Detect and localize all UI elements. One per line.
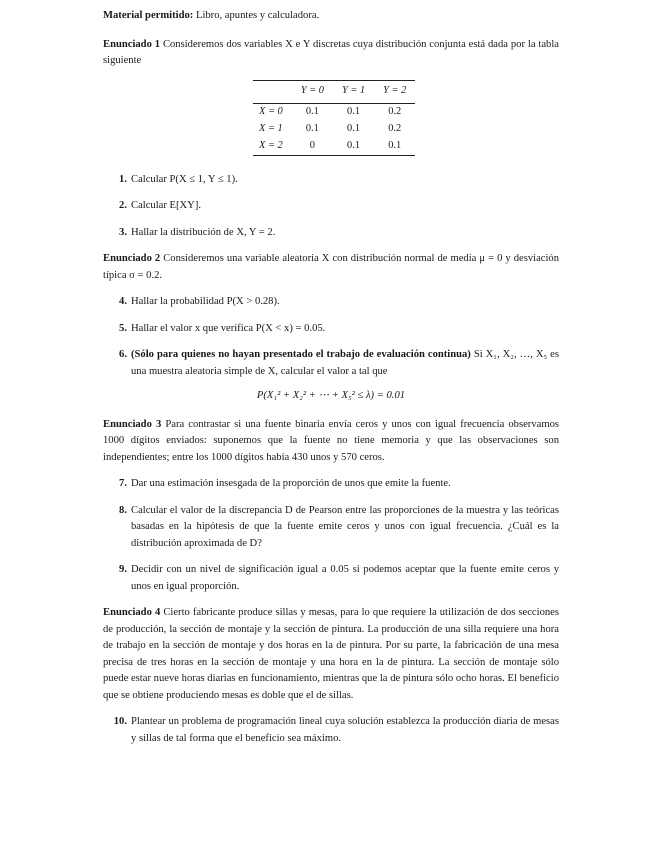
question-number: 5. (119, 322, 127, 334)
question-item (117, 476, 559, 493)
table-row (253, 121, 415, 138)
question-item (117, 562, 559, 595)
question-text: Dar una estimación insesgada de la proporción de unos que emite la fuente. (131, 478, 451, 489)
enunciado-4-title: Enunciado 4 (103, 607, 161, 618)
table-cell: 0.2 (388, 105, 402, 117)
enunciado-3-title: Enunciado 3 (103, 418, 162, 430)
enunciado-2 (103, 251, 559, 284)
question-text: Calcular E[XY]. (131, 200, 202, 211)
enunciado-4-questions (113, 714, 559, 747)
enunciado-3-questions (117, 476, 559, 595)
question-text: Decidir con un nivel de significación igual a 0.05 si podemos aceptar que la fuente emite ceros y unos en igual proporción. (131, 564, 559, 592)
allowed-material-label: Material permitido: (103, 10, 194, 21)
question-item (117, 198, 559, 215)
enunciado-2-questions (117, 294, 559, 380)
allowed-material (103, 8, 559, 25)
enunciado-4-text: Cierto fabricante produce sillas y mesas, para lo que requiere la utilización de dos secciones de producción, la sección de montaje y la sección de pintura. La producción de una silla requiere una hora de trabajo en la sección de montaje y dos horas en la de pintura. Por su parte, la fabricación de una mesa precisa de tres horas en la sección de montaje y una hora en la de pintura. La sección de montaje sólo puede estar nueve horas diarias en funcionamiento, mientras que la de pintura sólo ocho horas. El beneficio que se obtiene produciendo mesas es doble que el de sillas. (103, 607, 559, 701)
question-number: 4. (119, 296, 127, 307)
enunciado-3 (103, 417, 559, 467)
question-number: 6. (119, 349, 127, 360)
question-text: Hallar la distribución de X, Y = 2. (131, 226, 276, 238)
allowed-material-text: Libro, apuntes y calculadora. (195, 10, 320, 21)
question-item (117, 225, 559, 242)
enunciado-2-title: Enunciado 2 (103, 253, 161, 264)
question-text: Plantear un problema de programación lineal cuya solución establezca la producción diaria de mesas y sillas de tal forma que el beneficio sea máximo. (131, 716, 559, 744)
table-cell: 0 (292, 138, 333, 156)
enunciado-1-text: Consideremos dos variables X e Y discretas cuya distribución conjunta está dada por la tabla siguiente (103, 38, 559, 66)
enunciado-1 (103, 37, 559, 70)
question-number: 9. (119, 564, 127, 575)
row-header: X = 2 (253, 138, 292, 156)
question-number: 2. (119, 200, 127, 211)
row-header: X = 1 (259, 122, 283, 134)
enunciado-1-questions (117, 172, 559, 242)
question-number: 8. (119, 504, 127, 516)
table-row (253, 138, 415, 156)
exam-page (103, 8, 559, 757)
question-item (117, 294, 559, 311)
col-header: Y = 1 (333, 80, 374, 103)
enunciado-3-text: Para contrastar si una fuente binaria envía ceros y unos con igual frecuencia observamos 1000 dígitos enviados: suponemos que la fuente no tiene memoria y que las observaciones son independientes; entre los 1000 dígitos había 430 unos y 570 ceros. (103, 418, 559, 463)
table-cell: 0.1 (347, 105, 361, 117)
table-cell: 0.1 (374, 138, 415, 156)
col-header: Y = 0 (292, 80, 333, 103)
table-cell: 0.1 (305, 105, 319, 117)
question-number: 7. (119, 478, 127, 489)
question-item (117, 172, 559, 189)
question-number: 1. (119, 173, 127, 185)
joint-distribution-table (253, 80, 415, 156)
enunciado-1-title: Enunciado 1 (103, 38, 161, 50)
question-text: Hallar el valor x que verifica P(X < x) = 0.05. (131, 322, 326, 334)
question-text: Si X₁, X₂, …, X₅ es una muestra aleatoria simple de X, calcular el valor a tal que (131, 349, 559, 377)
question-number: 3. (119, 226, 127, 238)
row-header: X = 0 (259, 105, 283, 117)
question-item (113, 714, 559, 747)
question-item (117, 321, 559, 338)
table-cell: 0.1 (333, 138, 374, 156)
question-bold-note: (Sólo para quienes no hayan presentado el trabajo de evaluación continua) (131, 349, 471, 360)
table-cell: 0.1 (347, 122, 361, 134)
enunciado-2-text: Consideremos una variable aleatoria X con distribución normal de media μ = 0 y desviación típica σ = 0.2. (103, 253, 560, 281)
question-number: 10. (113, 716, 127, 727)
table-cell: 0.1 (305, 122, 319, 134)
question-item (117, 503, 559, 553)
question-text: Hallar la probabilidad P(X > 0.28). (131, 296, 280, 307)
enunciado-4 (103, 605, 559, 704)
table-cell: 0.2 (388, 122, 402, 134)
question-text: Calcular P(X ≤ 1, Y ≤ 1). (131, 173, 238, 185)
table-header-row (253, 80, 415, 103)
question-item (117, 347, 559, 380)
question-text: Calcular el valor de la discrepancia D de Pearson entre las proporciones de la muestra y las teóricas basadas en la hipótesis de que la fuente emite ceros y unos con igual frecuencia. ¿Cuál es la distribución aproximada de D? (131, 504, 559, 549)
table-row (253, 103, 415, 121)
col-header: Y = 2 (374, 80, 415, 103)
table-corner (253, 80, 292, 103)
chi-square-formula: P(X₁² + X₂² + ⋯ + X₅² ≤ λ) = 0.01 (256, 390, 406, 401)
